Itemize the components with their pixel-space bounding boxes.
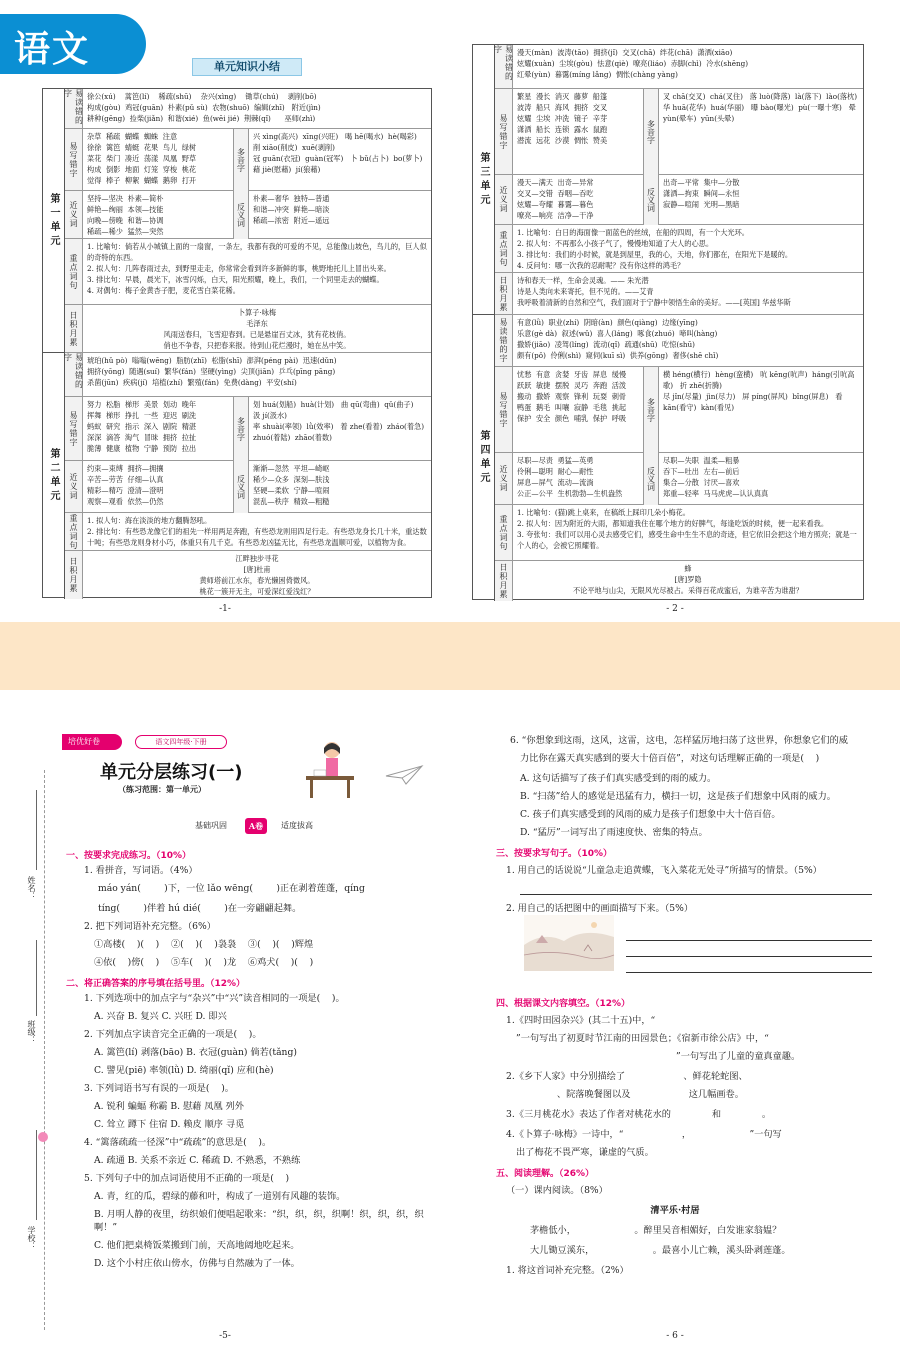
page-number: - 6 -	[666, 1331, 684, 1341]
question-text: 力比你在露天真实感到的要大十倍百倍”，对这句话理解正确的一项是( )	[520, 753, 820, 764]
answer-line[interactable]	[626, 972, 872, 973]
unit-label: 第四单元	[473, 315, 495, 601]
answer-options: A. 这句话描写了孩子们真实感受到的雨的威力。	[520, 773, 717, 784]
binding-dashed-line	[44, 770, 45, 1330]
unit-label: 第一单元	[43, 89, 65, 353]
table-row: 近义词 漫天—满天 出奇—异常 交叉—交错 吞咽—吞吃 炫耀—夸耀 暮霭—暮色 嘹亮—响亮 洁净—干净	[495, 175, 863, 225]
page-2	[450, 0, 900, 622]
answer-line[interactable]	[520, 894, 872, 895]
question-text: 3. 下列词语书写有误的一项是( )。	[84, 1083, 234, 1094]
answer-options: A. 锐利 蝙蝠 称霸 B. 慰藉 凤凰 列外	[94, 1101, 244, 1112]
table-row: 易读错的字 徐公(xú) 蒿笆(lí) 稀疏(shū) 杂兴(xìng) 锄草(chú) 剥削(bō) 构成(gòu) 鸡冠(guān) 朴素(pǔ sù) 农物(shuō) 编辑(zhī) 附近(jìn) 耕种(gēng) 捡柴(jiǎn) 和谐(xié) 鱼(wēi jié) 荆棘(qǐ) 巫师(zhì)	[65, 89, 431, 129]
question-text: ①高楼( )( ) ②( )( )袅袅 ③( )( )辉煌	[94, 939, 314, 950]
level-basic: 基础巩固	[195, 821, 227, 830]
answer-options: B. “扫荡”给人的感觉是迅猛有力，横扫一切，这是孩子们想象中风雨的威力。	[520, 791, 836, 802]
table-row: 易读错的字 有意(lǜ) 职业(zhí) 阴暗(àn) 颜色(qiàng) 边缘(yīng) 乐意(gè dà) 叙述(wǔ) 喜人(láng) 啄食(zhuó) 啼叫(hàng) 撒娇(jiāo) 凌驾(líng) 流动(qǐ) 疏通(shū) 吃惊(shū) 颇有(pǒ) 伶俐(shì) 窥伺(kuī sì) 供养(gōng) 奢侈(shē chǐ)	[495, 315, 863, 367]
level-badge: A卷	[245, 818, 267, 834]
answer-options: B. 月明人静的夜里，纺织娘们便唱起歌来：“织，织，织，织啊！织，织，织，织啊！”	[94, 1209, 424, 1233]
countryside-sketch-image	[524, 915, 614, 971]
answer-options: A. 篱笆(lí) 剥落(bāo) B. 衣冠(guàn) 倘若(tǎng)	[94, 1047, 297, 1058]
name-field-line[interactable]	[36, 790, 37, 870]
subsection-heading: （一）课内阅读。（8%）	[506, 1185, 608, 1196]
question-text: 6. “你想象到这雨，这风，这雷，这电，怎样猛厉地扫荡了这世界，你想象它们的威	[510, 735, 848, 746]
table-row: 重点词句 1. 比喻句：倘若从小城镇上面的一扇窗，一条左，我都有我的可爱的不见，总能像山坡色，鸟儿的，巨人似的奇特的东西。 2. 拟人句：几阵春雨过去，到野里走走，你常常会看到许多新鲜的事，桃野地托儿上冒出头来。 3. 排比句：早晨，晨光下，冰雪闪烁，白天，阳光照耀，晚上，我们，一个同里走去的蝴蝶。 4. 对偶句：梅子金黄杏子肥，麦花雪白菜花稀。	[65, 239, 431, 305]
unit-label: 第二单元	[43, 353, 65, 599]
section-heading: 四、根据课文内容填空。（12%）	[496, 999, 631, 1009]
question-text: 出了梅花不畏严寒，谦虚的气质。	[516, 1147, 654, 1158]
question-text: 1. 将这首词补充完整。（2%）	[506, 1265, 629, 1276]
summary-table-unit1-2	[42, 88, 432, 598]
table-row: 反义词 渐渐—忽然 平坦—崎岖 稀少—众多 深刻—肤浅 坚硬—柔软 宁静—喧闹 混乱—秩序 精致—粗糙	[233, 461, 431, 513]
student-desk-illustration	[300, 736, 360, 800]
table-row: 反义词 尽职—失职 温柔—粗暴 吞下—吐出 左右—前后 集合—分散 讨厌—喜欢 郑重—轻率 马马虎虎—认认真真	[643, 453, 863, 505]
page-6	[450, 690, 900, 1349]
question-text: 5. 下列句子中的加点词语使用不正确的一项是( )	[84, 1173, 290, 1184]
question-text: 2. 用自己的话把图中的画面描写下来。（5%）	[506, 903, 694, 914]
table-row: 重点词句 1. 比喻句：(猫)跳上桌来，在稿纸上踩印几朵小梅花。 2. 拟人句：因为附近的大雨，都知道我住在哪个地方的好脾气，每逢吃饭的时候，便一起来看我。 3. 夸张句：我们可以用心灵去感受它们，感受生命中生生不息的奇迹，但它依旧会把这个地方照亮；就是一个人的心，会被它照耀着。	[495, 505, 863, 561]
poem-line: 茅檐低小， 。醉里吴音相媚好，白发谁家翁媪？	[530, 1225, 782, 1236]
table-row: 近义词 尽职—尽责 勇猛—英勇 伶俐—聪明 耐心—耐性 屏息—屏气 流动—流淌 公正—公平 生机勃勃—生机盎然	[495, 453, 863, 505]
question-text: 3.《三月桃花水》表达了作者对桃花水的 和 。	[506, 1109, 772, 1120]
answer-options: C. 孩子们真实感受到的风雨的威力是孩子们想象中大十倍百倍。	[520, 809, 781, 820]
answer-options: C. 耸立 蹲下 住宿 D. 赖皮 顺序 寻觅	[94, 1119, 245, 1130]
page-number: - 2 -	[666, 604, 684, 614]
exercise-title: 单元分层练习(一)	[100, 762, 243, 783]
exercise-range: （练习范围：第一单元）	[118, 784, 206, 794]
answer-options: D. 这个小村庄依山傍水，仿佛与自然融为了一体。	[94, 1258, 300, 1269]
question-text: máo yán( )下，一位 lǎo wēng( )正在剥着莲蓬，qíng	[98, 883, 365, 894]
summary-table-unit3-4	[472, 44, 864, 600]
question-text: ④依( )傍( ) ⑤车( )( )龙 ⑥鸡犬( )( )	[94, 957, 314, 968]
table-row: 反义词 出奇—平常 集中—分散 潇洒—拘束 瞬间—永恒 寂静—喧闹 光明—黑暗	[643, 175, 863, 225]
table-row: 日积月累 卜算子·咏梅 毛泽东 风雨送春归，飞雪迎春到。已是悬崖百丈冰，犹有花枝俏。 俏也不争春，只把春来报。待到山花烂漫时，她在丛中笑。	[65, 305, 431, 353]
answer-options: A. 青，红的瓜，碧绿的藤和叶，构成了一道别有风趣的装饰。	[94, 1191, 346, 1202]
table-row: 易读错的字 琥珀(hǔ pò) 嗡嗡(wēng) 脂肪(zhī) 松脂(shī) 澎湃(péng pài) 迅速(dǔn) 拥挤(yōng) 随遇(suí) 繁华(fán) 坚硬(yìng) 尖顶(jiān) 乒乓(pīng pāng) 杀菌(jūn) 疾病(jí) 培植(zhí) 繁殖(fán) 免费(dàng) 平安(shí)	[65, 353, 431, 397]
poem-title: 清平乐·村居	[650, 1205, 700, 1216]
unit-label: 第三单元	[473, 45, 495, 315]
poem-line: 大儿锄豆溪东， 。最喜小儿亡赖，溪头卧剥莲蓬。	[530, 1245, 791, 1256]
subject-tab	[0, 14, 146, 74]
section-heading: 一、按要求完成练习。（10%）	[66, 851, 192, 861]
page-1	[0, 0, 450, 622]
table-row: 易写错字 杂草 稀疏 蝴蝶 蜘蛛 注意 徐徐 篱笆 蜻蜓 花果 鸟儿 绿树 菜花 柴门 凑近 荡漾 凤凰 野草 构成 倒影 地面 灯笼 穿梭 桃花 觉得 棒子 柳絮 蝴蝶 鹅卵 打开	[65, 129, 431, 191]
table-row: 日积月累 诗和春天一样，生命会灵魂。—— 朱光潜 诗是人类向未来寄托，但不见的。——艾青 我呼吸着清新的自然和空气，我们面对于宁静中领悟生命的美好。——[英国] 华兹华斯	[495, 273, 863, 315]
table-row: 多音字 横 héng(横行) hèng(蛮横) 吭 kēng(吭声) háng(引吭高歌) 折 zhē(折腾) 尽 jǐn(尽量) jìn(尽力) 屏 píng(屏风) bǐng(屏息) 看 kān(看守) kàn(看见)	[643, 367, 863, 453]
section-heading: 二、将正确答案的序号填在括号里。（12%）	[66, 979, 246, 989]
paper-plane-icon	[384, 764, 424, 786]
level-indicator	[195, 818, 375, 834]
series-ribbon: 培优好卷	[62, 734, 122, 750]
table-row: 多音字 叉 chā(交叉) chá(叉住) 落 luò(降落) là(落下) lào(落枕) 华 huā(花华) huá(华丽) 曝 bào(曝光) pù(一曝十寒) 晕 yùn(晕车) yūn(头晕)	[643, 89, 863, 175]
question-text: 2. 把下列词语补充完整。（6%）	[84, 921, 216, 932]
question-text: 4.《卜算子·咏梅》一诗中，“ ， ”一句写	[506, 1129, 782, 1140]
section-heading: 五、阅读理解。（26%）	[496, 1169, 595, 1179]
table-row: 日积月累 江畔独步寻花 [唐]杜甫 黄师塔前江水东，春光懒困倚微风。 桃花一簇开无主，可爱深红爱浅红？	[65, 551, 431, 599]
question-text: 2. 下列加点字读音完全正确的一项是( )。	[84, 1029, 262, 1040]
table-row: 多音字 划 huá(划船) huà(计划) 曲 qū(弯曲) qǔ(曲子) 汲 jí(汲水) 率 shuài(率领) lǜ(效率) 着 zhe(看着) zháo(着急) zhuó(着陆) zhāo(着数)	[233, 397, 431, 461]
question-text: 2.《乡下人家》中分别描绘了 、鲜花轮蛇图、	[506, 1071, 748, 1082]
question-text: 、院落晚餐图以及 这几幅画卷。	[516, 1089, 744, 1100]
table-row: 重点词句 1. 比喻句：白日的海面像一面蓝色的丝绒，在船的四周，有一个大光环。 2. 拟人句：不再那么小孩子气了，慢慢地知道了大人的心思。 3. 排比句：我们的小时候，就是到屋里，我的心，天地，你们都在，在阳光下是暖的。 4. 反问句：哪一次我的忍耐呢？没有你这样的鸿毛？	[495, 225, 863, 273]
page-number: -1-	[219, 604, 231, 614]
question-text: 1. 看拼音，写词语。（4%）	[84, 865, 198, 876]
question-text: ”一句写出了儿童的童真童趣。	[676, 1051, 801, 1062]
answer-line[interactable]	[626, 940, 872, 941]
summary-title: 单元知识小结	[192, 58, 302, 76]
table-row: 反义词 朴素—奢华 独特—普通 和谐—冲突 鲜艳—暗淡 稀疏—浓密 附近—遥远	[233, 191, 431, 239]
question-text: 1. 用自己的话说说“儿童急走追黄蝶，飞入菜花无处寻”所描写的情景。（5%）	[506, 865, 822, 876]
table-row: 多音字 兴 xìng(高兴) xīng(兴旺) 喝 hē(喝水) hè(喝彩) 削 xiāo(削皮) xuē(剥削) 冠 guān(衣冠) guàn(冠军) 卜 bǔ(占卜) bo(萝卜) 藉 jiè(慰藉) jí(狼藉)	[233, 129, 431, 191]
question-text: 1. 下列选项中的加点字与“杂兴”中“兴”读音相同的一项是( )。	[84, 993, 345, 1004]
grade-label: 语文四年级·下册	[135, 735, 227, 749]
binding-hole	[38, 1132, 48, 1142]
level-advanced: 适度拔高	[281, 821, 313, 830]
answer-line[interactable]	[626, 956, 872, 957]
subject-label: 语文	[14, 29, 91, 70]
section-heading: 三、按要求写句子。（10%）	[496, 849, 613, 859]
table-row: 近义词 坚持—坚决 朴素—简朴 鲜艳—绚丽 本领—技能 向晚—傍晚 和谐—协调 稀疏—稀少 猛然—突然	[65, 191, 431, 239]
name-field-label: 姓名：	[27, 876, 36, 900]
table-row: 重点词句 1. 拟人句：海在淡淡的地方翻腾怒吼。 2. 排比句：有些恐龙像它们的祖先一样用两足奔跑，有些恐龙则用四足行走。有些恐龙身长几十米，重达数十吨；有些恐龙则身材小巧，体重只有几千克。有些恐龙凶猛无比，有些恐龙温顺可爱，以植物为食。	[65, 513, 431, 551]
table-row: 易写错字 忧愁 有意 贪婪 牙齿 屏息 缓慢 跃跃 敏捷 摆脱 灵巧 奔跑 活泼 搬动 撒娇 观察 锋利 玩耍 刺骨 鸭蛋 鹅毛 叫嚷 寂静 毛毯 挑起 保护 安全 颜色 哺乳 保护 呼吸	[495, 367, 863, 453]
answer-options: C. 譬见(piē) 率领(lǜ) D. 绮丽(qǐ) 应和(hè)	[94, 1065, 274, 1076]
answer-options: D. “猛厉”一词写出了雨速度快、密集的特点。	[520, 827, 708, 838]
table-row: 易读错的字 漫天(màn) 波涛(tāo) 拥挤(jǐ) 交叉(chā) 绊花(chā) 潇洒(xiāo) 炫耀(xuàn) 尘埃(gòu) 怯意(qiè) 嘹亮(liáo) 赤脚(chì) 冷水(shēng) 红晕(yùn) 暮霭(míng lǎng) 惆怅(chàng yàng)	[495, 45, 863, 89]
table-row: 日积月累 蜂 [唐]罗隐 不论平地与山尖，无限风光尽被占。采得百花成蜜后，为谁辛苦为谁甜？	[495, 561, 863, 601]
page-separator-band	[0, 622, 900, 690]
answer-options: C. 他们把桌椅饭菜搬到门前，天高地阔地吃起来。	[94, 1240, 300, 1251]
school-field-line[interactable]	[36, 1130, 37, 1220]
page-5	[0, 690, 450, 1349]
table-row: 易写错字 努力 松脂 梯形 美景 划动 晚年 挥舞 梯形 挣扎 一些 迎迟 刷洗 蚂蚁 研究 指示 深入 剧院 精湛 深深 滴答 淘气 冒昧 拥挤 拉扯 脆薄 健康 植物 宁静 预防 拉出	[65, 397, 431, 461]
school-field-label: 学校：	[27, 1226, 36, 1250]
question-text: 4. “篱落疏疏一径深”中“疏疏”的意思是( )。	[84, 1137, 272, 1148]
answer-options: A. 疏通 B. 关系不亲近 C. 稀疏 D. 不熟悉，不熟练	[94, 1155, 301, 1166]
question-text: ”一句写出了初夏时节江南的田园景色；《宿新市徐公店》中，“	[516, 1033, 769, 1044]
answer-options: A. 兴奋 B. 复兴 C. 兴旺 D. 即兴	[94, 1011, 227, 1022]
class-field-line[interactable]	[36, 940, 37, 1016]
question-text: 1.《四时田园杂兴》(其二十五)中，“	[506, 1015, 656, 1026]
table-row: 易写错字 繁星 漫长 消灭 藤萝 船篷 波涛 船只 海风 拥挤 交叉 炫耀 尘埃 冲洗 镜子 辛芽 潇洒 船长 连锁 露水 鼠跑 潜流 远花 沙漠 惆怅 赞美	[495, 89, 863, 175]
table-row: 近义词 约束—束缚 拥挤—拥攘 辛苦—劳苦 仔细—认真 精彩—精巧 澄清—澄明 观察—观看 依然—仍然	[65, 461, 431, 513]
class-field-label: 班级：	[27, 1020, 36, 1044]
page-number: -5-	[219, 1331, 231, 1341]
question-text: tíng( )伴着 hú dié( )在一旁翩翩起舞。	[98, 903, 302, 914]
